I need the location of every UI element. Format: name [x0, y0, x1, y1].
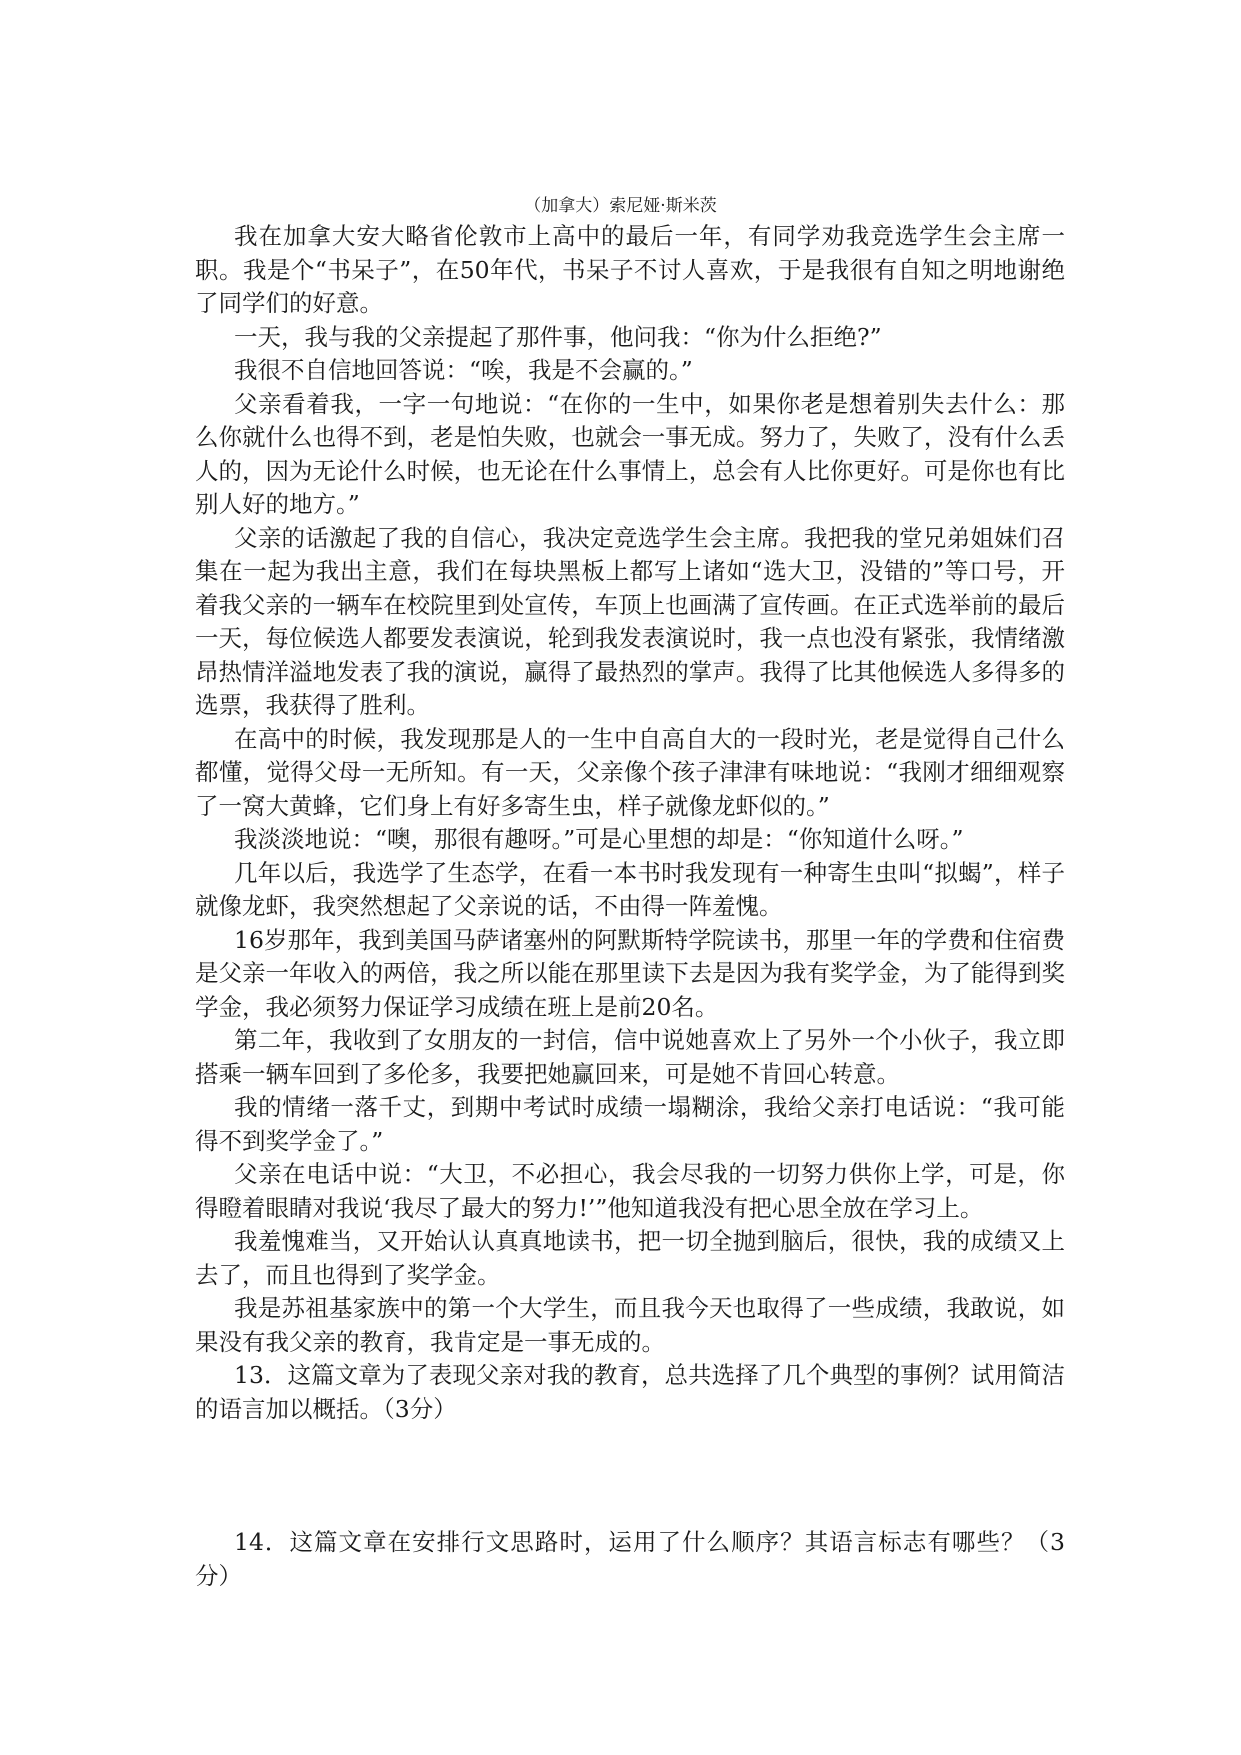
paragraph: 我的情绪一落千丈，到期中考试时成绩一塌糊涂，我给父亲打电话说：“我可能得不到奖学金了。”: [195, 1093, 1065, 1155]
paragraph: 我羞愧难当，又开始认认真真地读书，把一切全抛到脑后，很快，我的成绩又上去了，而且也得到了奖学金。: [195, 1227, 1065, 1289]
paragraph: 我淡淡地说：“噢，那很有趣呀。”可是心里想的却是：“你知道什么呀。”: [234, 825, 964, 853]
question-13: 13．这篇文章为了表现父亲对我的教育，总共选择了几个典型的事例？试用简洁的语言加以概括。（3分）: [195, 1361, 1065, 1423]
paragraph: 一天，我与我的父亲提起了那件事，他问我：“你为什么拒绝?”: [234, 322, 882, 351]
paragraph: 父亲看着我，一字一句地说：“在你的一生中，如果你老是想着别失去什么：那么你就什么也得不到，老是怕失败，也就会一事无成。努力了，失败了，没有什么丢人的，因为无论什么时候，也无论在什么事情上，总会有人比你更好。可是你也有比别人好的地方。”: [195, 389, 1065, 518]
paragraph: 我在加拿大安大略省伦敦市上高中的最后一年，有同学劝我竞选学生会主席一职。我是个“书呆子”，在50年代，书呆子不讨人喜欢，于是我很有自知之明地谢绝了同学们的好意。: [195, 222, 1065, 317]
author-byline: （加拿大）索尼娅·斯米茨: [524, 196, 717, 216]
paragraph: 在高中的时候，我发现那是人的一生中自高自大的一段时光，老是觉得自己什么都懂，觉得父母一无所知。有一天，父亲像个孩子津津有味地说：“我刚才细细观察了一窝大黄蜂，它们身上有好多寄生虫，样子就像龙虾似的。”: [195, 724, 1065, 820]
question-14: 14．这篇文章在安排行文思路时，运用了什么顺序？其语言标志有哪些？（3分）: [195, 1528, 1065, 1590]
paragraph: 几年以后，我选学了生态学，在看一本书时我发现有一种寄生虫叫“拟蝎”，样子就像龙虾，我突然想起了父亲说的话，不由得一阵羞愧。: [195, 858, 1065, 920]
article-body: [195, 220, 1065, 1593]
paragraph: 我是苏祖基家族中的第一个大学生，而且我今天也取得了一些成绩，我敢说，如果没有我父亲的教育，我肯定是一事无成的。: [195, 1294, 1065, 1356]
paragraph: 父亲的话激起了我的自信心，我决定竞选学生会主席。我把我的堂兄弟姐妹们召集在一起为我出主意，我们在每块黑板上都写上诸如“选大卫，没错的”等口号，开着我父亲的一辆车在校院里到处宣传，车顶上也画满了宣传画。在正式选举前的最后一天，每位候选人都要发表演说，轮到我发表演说时，我一点也没有紧张，我情绪激昂热情洋溢地发表了我的演说，赢得了最热烈的掌声。我得了比其他候选人多得多的选票，我获得了胜利。: [195, 523, 1065, 719]
paragraph: 我很不自信地回答说：“唉，我是不会赢的。”: [234, 356, 693, 384]
paragraph: 父亲在电话中说：“大卫，不必担心，我会尽我的一切努力供你上学，可是，你得瞪着眼睛对我说‘我尽了最大的努力!’”他知道我没有把心思全放在学习上。: [195, 1160, 1065, 1222]
paragraph: 16岁那年，我到美国马萨诸塞州的阿默斯特学院读书，那里一年的学费和住宿费是父亲一年收入的两倍，我之所以能在那里读下去是因为我有奖学金，为了能得到奖学金，我必须努力保证学习成绩在班上是前20名。: [195, 925, 1065, 1021]
paragraph: 第二年，我收到了女朋友的一封信，信中说她喜欢上了另外一个小伙子，我立即搭乘一辆车回到了多伦多，我要把她赢回来，可是她不肯回心转意。: [195, 1026, 1065, 1088]
